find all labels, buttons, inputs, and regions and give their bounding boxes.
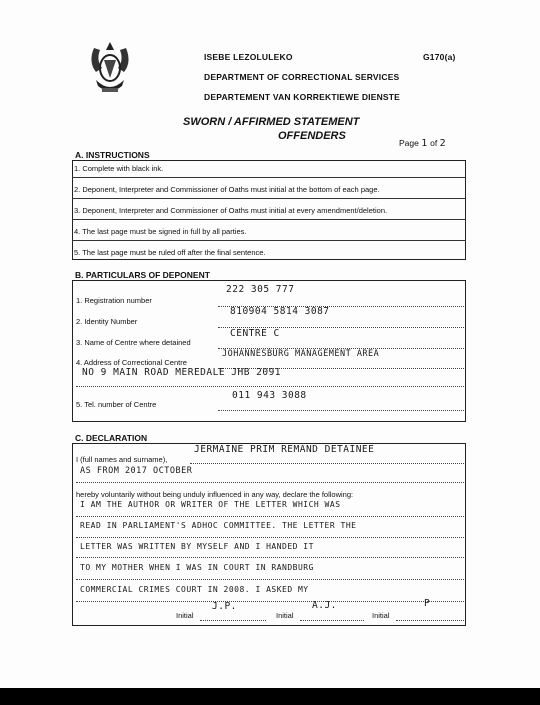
dotted-line (200, 620, 266, 621)
dotted-line (396, 620, 464, 621)
section-c-title: C. DECLARATION (75, 433, 148, 443)
instruction-item: 3. Deponent, Interpreter and Commissioner of Oaths must initial at every amendment/deletion. (74, 206, 388, 215)
dotted-line (76, 537, 464, 538)
scan-edge (0, 688, 540, 705)
section-b-title: B. PARTICULARS OF DEPONENT (75, 270, 210, 280)
initial-value-3: P (424, 598, 431, 609)
statement-line-4: TO MY MOTHER WHEN I WAS IN COURT IN RANDBURG (80, 563, 314, 572)
initial-label-1: Initial (176, 611, 194, 620)
dotted-line (76, 482, 464, 483)
divider (72, 177, 466, 178)
instruction-item: 5. The last page must be ruled off after the final sentence. (74, 248, 266, 257)
telephone-value: 011 943 3088 (232, 390, 307, 401)
statement-line-3: LETTER WAS WRITTEN BY MYSELF AND I HANDED IT (80, 542, 314, 551)
dotted-line (76, 579, 464, 580)
declaration-statement: hereby voluntarily without being unduly influenced in any way, declare the following: (76, 490, 354, 499)
page-current: 1 (421, 138, 428, 149)
page-label: Page (399, 138, 419, 148)
department-english: DEPARTMENT OF CORRECTIONAL SERVICES (204, 72, 400, 82)
form-code: G170(a) (423, 52, 456, 62)
header-line-1: ISEBE LEZOLULEKO (204, 52, 293, 62)
statement-line-1: I AM THE AUTHOR OR WRITER OF THE LETTER WHICH WAS (80, 500, 341, 509)
department-afrikaans: DEPARTEMENT VAN KORREKTIEWE DIENSTE (204, 92, 401, 102)
dotted-line (76, 386, 464, 387)
dotted-line (76, 516, 464, 517)
divider (72, 240, 466, 241)
dotted-line (190, 463, 464, 464)
initial-value-1: J.P. (212, 601, 237, 612)
telephone-label: 5. Tel. number of Centre (76, 400, 157, 409)
dotted-line (76, 601, 464, 602)
registration-number-value: 222 305 777 (226, 284, 295, 295)
statement-line-2: READ IN PARLIAMENT'S ADHOC COMMITTEE. THE LETTER THE (80, 521, 357, 530)
divider (72, 219, 466, 220)
page-number (399, 138, 446, 149)
initial-value-2: A.J. (312, 600, 337, 611)
centre-address-value-1: JOHANNESBURG MANAGEMENT AREA (222, 349, 380, 359)
section-a-title: A. INSTRUCTIONS (75, 150, 150, 160)
full-names-label: I (full names and surname), (76, 455, 168, 464)
dotted-line (300, 620, 364, 621)
identity-number-label: 2. Identity Number (76, 317, 138, 326)
page-of-label: of (430, 138, 438, 148)
page-total: 2 (439, 138, 447, 149)
initial-label-3: Initial (372, 611, 390, 620)
dotted-line (218, 410, 464, 411)
full-names-value-1: JERMAINE PRIM REMAND DETAINEE (194, 444, 375, 455)
instruction-item: 4. The last page must be signed in full by all parties. (74, 227, 247, 236)
centre-name-label: 3. Name of Centre where detained (76, 338, 191, 347)
form-subtitle: OFFENDERS (278, 130, 346, 142)
instruction-item: 2. Deponent, Interpreter and Commissioner of Oaths must initial at the bottom of each page. (74, 185, 380, 194)
centre-address-value-2: NO 9 MAIN ROAD MEREDALE JHB 2091 (82, 367, 282, 378)
identity-number-value: 810904 5814 3087 (230, 306, 330, 317)
registration-number-label: 1. Registration number (76, 296, 152, 305)
divider (72, 198, 466, 199)
dotted-line (76, 557, 464, 558)
centre-address-label: 4. Address of Correctional Centre (76, 358, 187, 367)
form-title: SWORN / AFFIRMED STATEMENT (183, 116, 360, 128)
statement-line-5: COMMERCIAL CRIMES COURT IN 2008. I ASKED MY (80, 585, 309, 594)
instruction-item: 1. Complete with black ink. (74, 164, 164, 173)
coat-of-arms-icon (84, 38, 136, 98)
initial-label-2: Initial (276, 611, 294, 620)
centre-name-value: CENTRE C (230, 328, 280, 339)
full-names-value-2: AS FROM 2017 OCTOBER (80, 466, 193, 476)
